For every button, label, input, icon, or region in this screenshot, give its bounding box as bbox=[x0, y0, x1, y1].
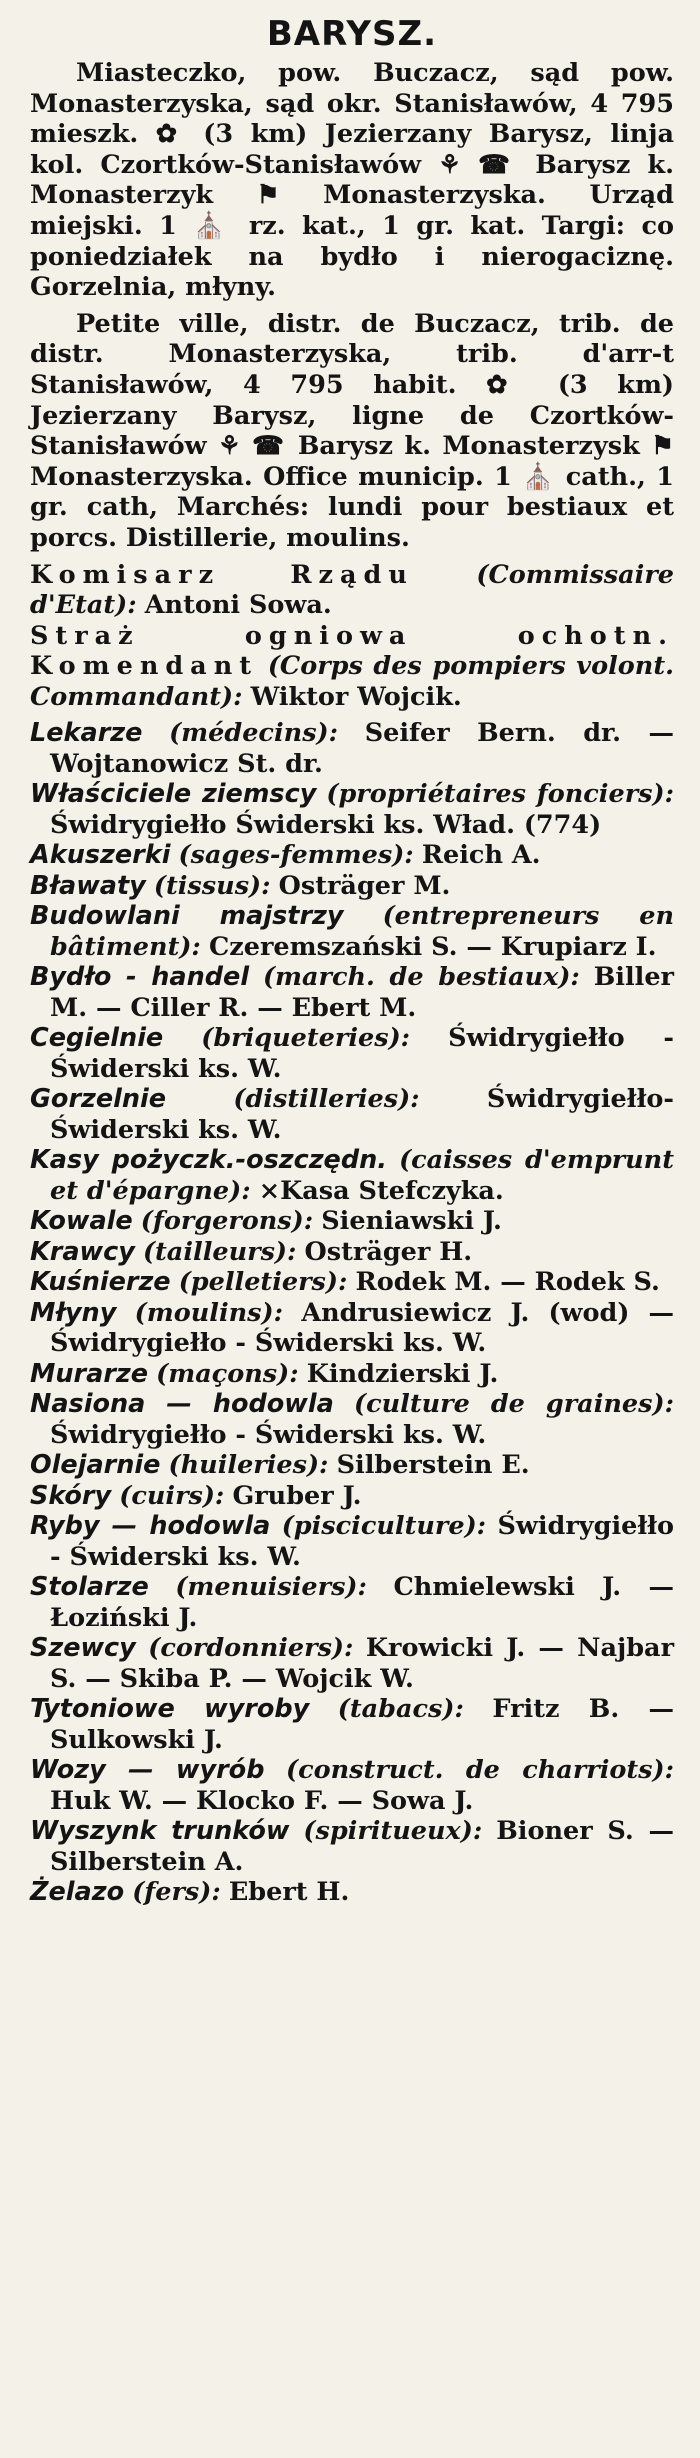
trade-entry bbox=[30, 1389, 674, 1450]
trade-label: Ryby — hodowla bbox=[30, 1511, 271, 1541]
official-french: (Corps des pompiers volont. Commandant): bbox=[30, 651, 674, 712]
trade-names: Świdrygiełło-Świderski ks. W. bbox=[50, 1084, 674, 1145]
trade-names: Czeremszański S. — Krupiarz I. bbox=[208, 931, 657, 962]
trade-entry bbox=[30, 1572, 674, 1633]
trade-names: Seifer Bern. dr. — Wojtanowicz St. dr. bbox=[50, 718, 674, 779]
trade-label: Kowale bbox=[30, 1206, 133, 1236]
trade-names: Chmielewski J. — Łoziński J. bbox=[50, 1572, 674, 1633]
trade-label: Młyny bbox=[30, 1297, 117, 1328]
trade-label: Olejarnie bbox=[30, 1450, 161, 1480]
trade-label-french: (culture de graines): bbox=[354, 1389, 674, 1419]
official-entry bbox=[30, 560, 674, 621]
trade-names: Ebert H. bbox=[228, 1877, 350, 1907]
trade-names: Silberstein E. bbox=[336, 1450, 530, 1480]
trade-names: Huk W. — Klocko F. — Sowa J. bbox=[50, 1785, 474, 1816]
trade-label: Budowlani majstrzy bbox=[30, 901, 344, 931]
official-label: Straż ogniowa ochotn. Komendant bbox=[30, 620, 674, 681]
trade-names: Osträger H. bbox=[304, 1236, 473, 1267]
trade-label-french: (fers): bbox=[132, 1877, 221, 1907]
intro-french: Petite ville, distr. de Buczacz, trib. de distr. Monasterzyska, trib. d'arr-t Stanisławów, 4 795 habit. ✿ (3 km) Jezierzany Barysz, ligne de Czortków-Stanisławów ⚘ ☎ Barysz k. Monasterzysk ⚑ Monasterzyska. Office municip. 1 ⛪ cath., 1 gr. cath, Marchés: lundi pour bestiaux et porcs. Distillerie, moulins. bbox=[30, 308, 674, 553]
trade-entry bbox=[30, 779, 674, 840]
trade-label: Kuśnierze bbox=[30, 1267, 171, 1297]
trade-names: Sieniawski J. bbox=[321, 1206, 502, 1236]
trade-entry bbox=[30, 1145, 674, 1206]
trade-entry bbox=[30, 962, 674, 1023]
trade-label: Cegielnie bbox=[30, 1023, 164, 1053]
trade-names: ×Kasa Stefczyka. bbox=[258, 1175, 504, 1206]
trade-entry bbox=[30, 840, 674, 871]
trade-label: Nasiona — hodowla bbox=[30, 1389, 334, 1419]
trade-label-french: (cordonniers): bbox=[148, 1633, 354, 1663]
trade-label: Gorzelnie bbox=[30, 1084, 167, 1114]
trade-label: Wyszynk trunków bbox=[30, 1816, 290, 1846]
officials-section bbox=[30, 560, 674, 713]
trade-entry bbox=[30, 1816, 674, 1877]
trade-label-french: (pelletiers): bbox=[178, 1267, 348, 1297]
trade-label: Lekarze bbox=[30, 718, 143, 748]
trade-label: Kasy pożyczk.-oszczędn. bbox=[30, 1145, 387, 1175]
trade-label-french: (caisses d'emprunt et d'épargne): bbox=[50, 1145, 674, 1206]
trade-entry bbox=[30, 1633, 674, 1694]
trade-label-french: (menuisiers): bbox=[175, 1572, 367, 1602]
trade-label-french: (médecins): bbox=[169, 718, 339, 748]
trade-entry bbox=[30, 1481, 674, 1512]
trade-entry bbox=[30, 1450, 674, 1481]
trade-names: Kindzierski J. bbox=[306, 1358, 499, 1389]
trade-entry bbox=[30, 1023, 674, 1084]
trade-label-french: (cuirs): bbox=[119, 1480, 225, 1511]
trade-label-french: (briqueteries): bbox=[201, 1023, 411, 1053]
trade-label: Bydło - handel bbox=[30, 962, 250, 992]
trade-entry bbox=[30, 1237, 674, 1268]
trade-label-french: (tissus): bbox=[153, 870, 271, 901]
trade-label-french: (moulins): bbox=[134, 1297, 283, 1328]
trade-entry bbox=[30, 1206, 674, 1237]
trade-label: Akuszerki bbox=[30, 840, 171, 870]
trade-names: Gruber J. bbox=[232, 1480, 362, 1511]
trade-names: Świdrygiełło - Świderski ks. W. bbox=[50, 1023, 674, 1084]
trade-names: Osträger M. bbox=[278, 870, 451, 901]
trade-label-french: (propriétaires fonciers): bbox=[326, 779, 674, 809]
official-label: Komisarz Rządu bbox=[30, 559, 414, 590]
trade-list bbox=[30, 718, 674, 1908]
trade-entry bbox=[30, 871, 674, 902]
trade-label-french: (distilleries): bbox=[233, 1084, 420, 1114]
trade-label: Skóry bbox=[30, 1480, 112, 1511]
trade-names: Reich A. bbox=[421, 840, 541, 870]
trade-label-french: (march. de bestiaux): bbox=[262, 962, 580, 992]
trade-label-french: (entrepreneurs en bâtiment): bbox=[50, 901, 674, 962]
trade-names: Andrusiewicz J. (wod) — Świdrygiełło - Świderski ks. W. bbox=[50, 1297, 674, 1358]
trade-names: Świdrygiełło Świderski ks. Wład. (774) bbox=[50, 809, 602, 840]
trade-label: Krawcy bbox=[30, 1236, 135, 1267]
trade-names: Biller M. — Ciller R. — Ebert M. bbox=[50, 962, 674, 1023]
trade-entry bbox=[30, 1694, 674, 1755]
official-names: Antoni Sowa. bbox=[144, 590, 332, 620]
trade-names: Świdrygiełło - Świderski ks. W. bbox=[50, 1511, 674, 1572]
trade-label-french: (tailleurs): bbox=[142, 1236, 297, 1267]
trade-label: Właściciele ziemscy bbox=[30, 779, 317, 809]
trade-names: Bioner S. — Silberstein A. bbox=[50, 1816, 674, 1877]
trade-names: Fritz B. — Sulkowski J. bbox=[50, 1694, 675, 1755]
trade-label: Murarze bbox=[30, 1358, 149, 1389]
official-french: (Commissaire d'Etat): bbox=[30, 559, 674, 620]
trade-entry bbox=[30, 1084, 674, 1145]
official-names: Wiktor Wojcik. bbox=[250, 681, 462, 712]
trade-label-french: (construct. de charriots): bbox=[286, 1755, 675, 1785]
trade-label-french: (forgerons): bbox=[140, 1206, 314, 1236]
trade-label: Stolarze bbox=[30, 1572, 149, 1602]
trade-entry bbox=[30, 1298, 674, 1359]
trade-label-french: (sages-femmes): bbox=[178, 840, 414, 870]
trade-entry bbox=[30, 1755, 674, 1816]
town-title: BARYSZ. bbox=[266, 14, 438, 54]
trade-label: Tytoniowe wyroby bbox=[30, 1694, 310, 1724]
trade-label: Szewcy bbox=[30, 1633, 136, 1663]
official-entry bbox=[30, 621, 674, 713]
trade-names: Krowicki J. — Najbar S. — Skiba P. — Wojcik W. bbox=[50, 1633, 675, 1694]
trade-names: Świdrygiełło - Świderski ks. W. bbox=[50, 1419, 487, 1450]
trade-label-french: (huileries): bbox=[168, 1450, 329, 1480]
trade-label: Bławaty bbox=[30, 870, 146, 901]
trade-entry bbox=[30, 901, 674, 962]
intro-polish: Miasteczko, pow. Buczacz, sąd pow. Monasterzyska, sąd okr. Stanisławów, 4 795 mieszk. ✿ (3 km) Jezierzany Barysz, linja kol. Czortków-Stanisławów ⚘ ☎ Barysz k. Monasterzyk ⚑ Monasterzyska. Urząd miejski. 1 ⛪ rz. kat., 1 gr. kat. Targi: co poniedziałek na bydło i nierogaciznę. Gorzelnia, młyny. bbox=[30, 58, 674, 303]
trade-label: Żelazo bbox=[30, 1877, 125, 1907]
trade-label: Wozy — wyrób bbox=[30, 1755, 265, 1785]
trade-label-french: (maçons): bbox=[156, 1358, 299, 1389]
trade-entry bbox=[30, 1267, 674, 1298]
trade-label-french: (spiritueux): bbox=[303, 1816, 483, 1846]
trade-label-french: (tabacs): bbox=[337, 1694, 464, 1724]
trade-entry bbox=[30, 718, 674, 779]
trade-label-french: (pisciculture): bbox=[281, 1511, 487, 1541]
trade-entry bbox=[30, 1511, 674, 1572]
trade-entry bbox=[30, 1359, 674, 1390]
trade-entry bbox=[30, 1877, 674, 1908]
trade-names: Rodek M. — Rodek S. bbox=[355, 1267, 660, 1297]
